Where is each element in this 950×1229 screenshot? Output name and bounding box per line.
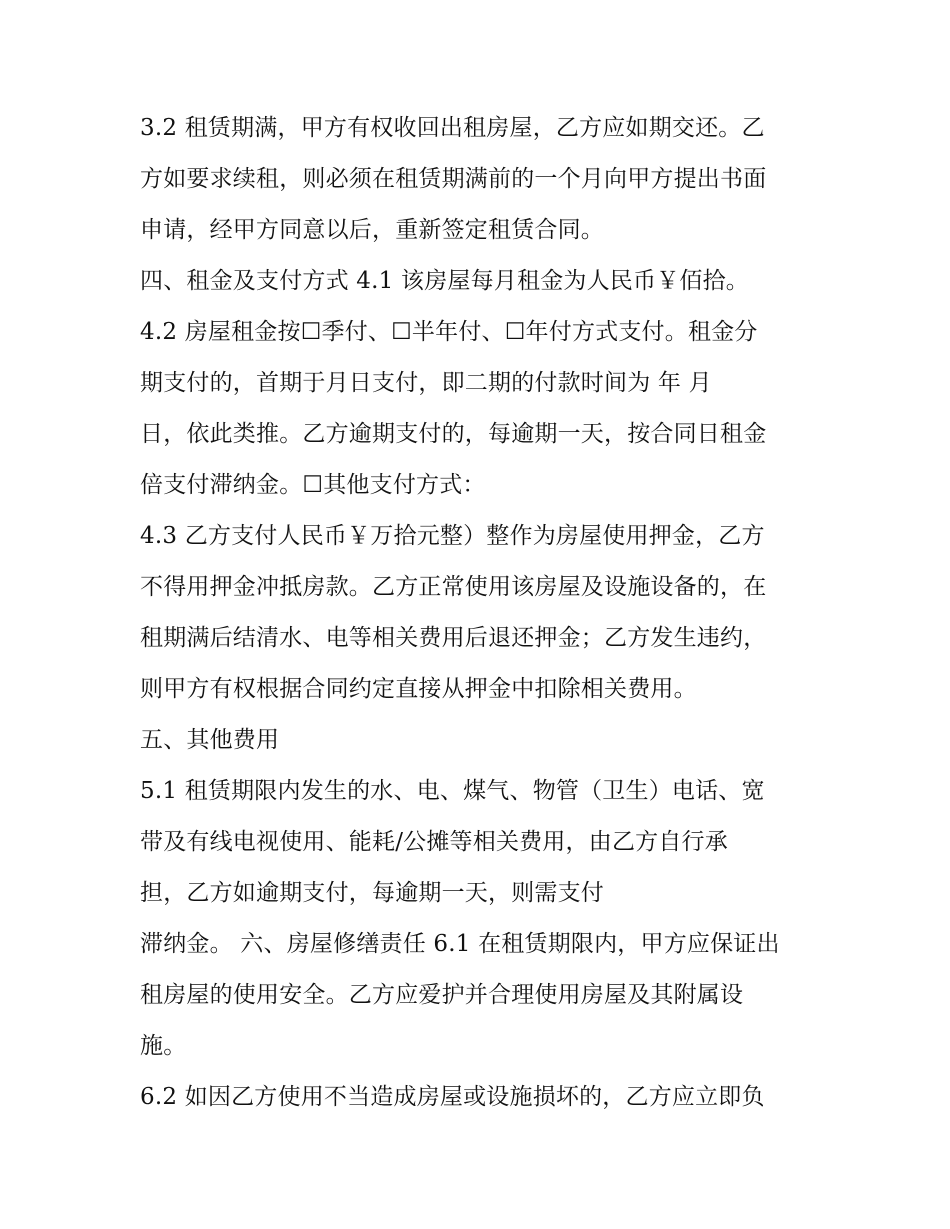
section-heading-line: 五、其他费用 [140,727,280,753]
text-line: 担，乙方如逾期支付，每逾期一天，则需支付 [140,880,604,906]
text-line: 期支付的，首期于月日支付，即二期的付款时间为 年 月 [140,370,712,396]
text-line: 倍支付滞纳金。☐其他支付方式： [140,472,486,498]
text-line: 申请，经甲方同意以后，重新签定租赁合同。 [140,217,604,243]
text-line: 日，依此类推。乙方逾期支付的，每逾期一天，按合同日租金 [140,421,767,447]
text-line: 4.2 房屋租金按☐季付、☐半年付、☐年付方式支付。租金分 [140,319,758,345]
text-line: 租房屋的使用安全。乙方应爱护并合理使用房屋及其附属设 [140,982,744,1008]
text-line: 方如要求续租，则必须在租赁期满前的一个月向甲方提出书面 [140,166,767,192]
text-line: 则甲方有权根据合同约定直接从押金中扣除相关费用。 [140,676,697,702]
text-line: 4.3 乙方支付人民币￥万拾元整）整作为房屋使用押金，乙方 [140,523,765,549]
text-line: 租期满后结清水、电等相关费用后退还押金；乙方发生违约， [140,625,767,651]
text-line: 不得用押金冲抵房款。乙方正常使用该房屋及设施设备的，在 [140,574,767,600]
text-line: 3.2 租赁期满，甲方有权收回出租房屋，乙方应如期交还。乙 [140,115,765,141]
text-line: 带及有线电视使用、能耗/公摊等相关费用，由乙方自行承 [140,829,728,855]
text-line: 5.1 租赁期限内发生的水、电、煤气、物管（卫生）电话、宽 [140,778,765,804]
text-line: 施。 [140,1033,187,1059]
contract-text-body [140,103,820,1123]
text-line: 6.2 如因乙方使用不当造成房屋或设施损坏的，乙方应立即负 [140,1084,765,1110]
text-line: 滞纳金。 六、房屋修缮责任 6.1 在租赁期限内，甲方应保证出 [140,931,780,957]
section-heading-line: 四、租金及支付方式 4.1 该房屋每月租金为人民币￥佰拾。 [140,268,749,294]
